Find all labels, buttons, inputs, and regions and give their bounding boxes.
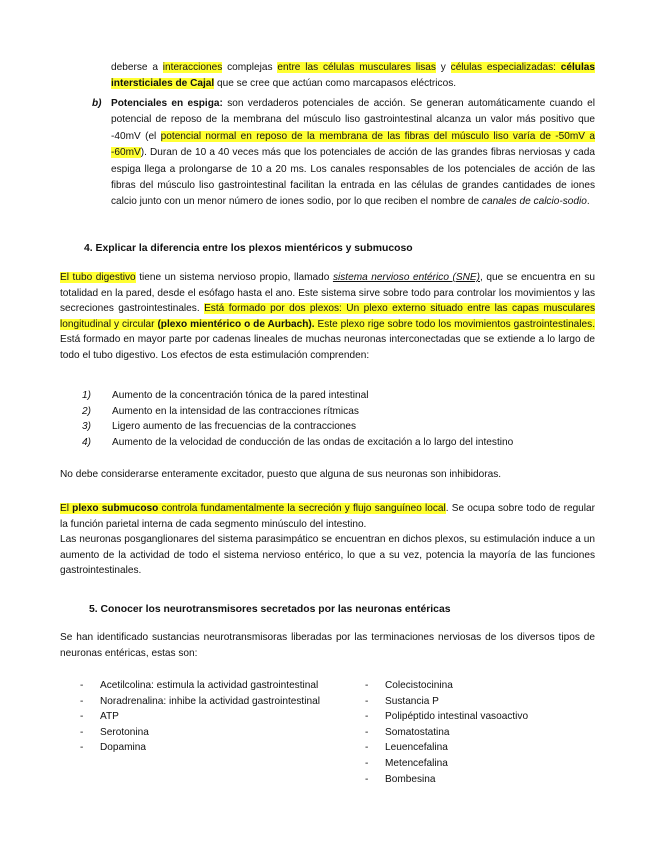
highlight-bold: plexo submucoso (72, 503, 159, 514)
list-item (82, 419, 582, 435)
list-item (365, 678, 605, 694)
list-number: 2) (82, 405, 91, 417)
list-text: Polipéptido intestinal vasoactivo (385, 711, 529, 723)
highlight: controla fundamentalmente la secreción y flujo sanguíneo local (158, 503, 446, 514)
list-item (365, 694, 605, 710)
item-title: Potenciales en espiga: (111, 98, 223, 109)
neurotransmitter-list-right (365, 678, 605, 787)
list-dash: - (365, 680, 369, 691)
highlight: El (60, 503, 73, 514)
text-run: , que se encuentra en su totalidad en la pared, desde el esófago hasta el ano. Este sistema sirve sobre todo para controlar los movimientos y las secreciones gastrointestinales. (60, 272, 595, 315)
highlight: El tubo digestivo (60, 272, 136, 283)
list-item (80, 678, 320, 694)
list-text: ATP (100, 711, 119, 723)
text-run: tiene un sistema nervioso propio, llamado (135, 272, 333, 283)
section-5-heading: 5. Conocer los neurotransmisores secretados por las neuronas entéricas (89, 604, 451, 615)
underlined-term: sistema nervioso entérico (SNE) (332, 272, 480, 283)
list-dash: - (365, 726, 369, 738)
highlight: Está formado por dos plexos: Un plexo externo situado entre las capas musculares longitudinal y circular (60, 303, 595, 330)
list-dash: - (365, 695, 369, 707)
list-item (365, 772, 605, 788)
intro-continuation (111, 60, 595, 93)
list-text: Aumento de la concentración tónica de la pared intestinal (112, 390, 369, 401)
highlight: Este plexo rige sobre todo los movimientos gastrointestinales. (314, 318, 596, 330)
list-dash: - (80, 680, 84, 691)
paragraph-neurotransmisores: Se han identificado sustancias neurotransmisoras liberadas por las terminaciones nerviosas de los diversos tipos de neuronas entéricas, estas son: (60, 632, 595, 659)
highlight-bold: células intersticiales de Cajal (111, 62, 595, 90)
list-text: Noradrenalina: inhibe la actividad gastrointestinal (100, 695, 320, 707)
list-text: Bombesina (385, 773, 436, 785)
highlight: potencial normal en reposo de la membrana de las fibras del músculo liso varía de -50mV a -60mV (111, 130, 595, 159)
list-dash: - (80, 742, 84, 754)
list-item (365, 709, 605, 725)
paragraph-plexo-submucoso (60, 501, 595, 579)
text-run: . (586, 196, 590, 208)
list-text: Aumento de la velocidad de conducción de las ondas de excitación a lo largo del intestino (112, 436, 514, 448)
text-run: ). Duran de 10 a 40 veces más que los potenciales de acción de las grandes fibras nerviosas y cada espiga llega a prolongarse de 10 a 20 ms. Los canales responsables de los potenciales de acción de las fibras del músculo liso gastrointestinal facilitan la entrada en las células de grandes cantidades de iones calcio junto con un menor número de iones sodio, por lo que reciben el nombre de (111, 147, 595, 208)
list-number: 1) (82, 390, 91, 401)
text-run: que se cree que actúan como marcapasos eléctricos. (214, 78, 457, 90)
text-run: deberse a (111, 62, 163, 73)
paragraph-no-excitador: No debe considerarse enteramente excitador, puesto que alguna de sus neuronas son inhibidoras. (60, 469, 502, 480)
paragraph-tubo-digestivo (60, 270, 595, 364)
list-text: Leuencefalina (385, 742, 448, 754)
list-text: Ligero aumento de las frecuencias de la contracciones (112, 421, 357, 433)
list-item (365, 756, 605, 772)
list-item (82, 404, 582, 420)
text-run: Está formado en mayor parte por cadenas lineales de muchas neuronas interconectadas que se extiende a lo largo de todo el tubo digestivo. Los efectos de esta estimulación comprenden: (60, 334, 595, 361)
list-text: Serotonina (100, 726, 149, 738)
list-text: Metencefalina (385, 757, 448, 769)
list-text: Dopamina (100, 742, 147, 754)
list-dash: - (365, 757, 369, 769)
submucoso-line (60, 501, 595, 532)
highlight: interacciones (162, 62, 223, 73)
list-text: Sustancia P (385, 695, 439, 707)
list-item (80, 725, 320, 741)
list-item (80, 694, 320, 710)
list-number: 3) (82, 421, 91, 433)
list-item (80, 709, 320, 725)
item-potenciales-espiga (92, 96, 595, 211)
list-dash: - (80, 726, 84, 738)
list-text: Somatostatina (385, 726, 450, 738)
list-dash: - (365, 711, 369, 723)
text-run: . Se ocupa sobre todo de regular la función parietal interna de cada segmento minúsculo del intestino. (60, 503, 596, 530)
text-run: son verdaderos potenciales de acción. Se generan automáticamente cuando el potencial de reposo de la membrana del músculo liso gastrointestinal alcanza un valor más positivo que -40mV (el (111, 98, 595, 142)
italic-term: canales de calcio-sodio (481, 196, 587, 208)
highlight: células especializadas: (450, 62, 561, 73)
list-dash: - (80, 711, 84, 723)
highlight: entre las células musculares lisas (277, 62, 436, 73)
neurotransmitter-list-left (80, 678, 320, 756)
list-dash: - (365, 742, 369, 754)
section-4-heading: 4. Explicar la diferencia entre los plexos mientéricos y submucoso (84, 243, 413, 254)
list-item (82, 388, 582, 404)
text-run: y (435, 62, 451, 73)
list-item (82, 435, 582, 451)
highlight-bold: (plexo mientérico o de Aurbach). (157, 318, 315, 330)
text-run: complejas (222, 62, 278, 73)
list-item (80, 740, 320, 756)
list-dash: - (365, 773, 369, 785)
effects-list (82, 388, 582, 450)
list-number: 4) (82, 436, 91, 448)
list-dash: - (80, 695, 84, 707)
list-item (365, 725, 605, 741)
list-text: Aumento en la intensidad de las contracciones rítmicas (112, 405, 359, 417)
list-item (365, 740, 605, 756)
list-text: Colecistocinina (385, 680, 453, 691)
parasimpatico-line: Las neuronas posganglionares del sistema parasimpático se encuentran en dichos plexos, su estimulación induce a un aumento de la actividad de todo el sistema nervioso entérico, lo que a su vez, potencia la mayoría de las funciones gastrointestinales. (60, 534, 595, 577)
list-text: Acetilcolina: estimula la actividad gastrointestinal (100, 680, 319, 691)
list-marker: b) (92, 98, 102, 109)
